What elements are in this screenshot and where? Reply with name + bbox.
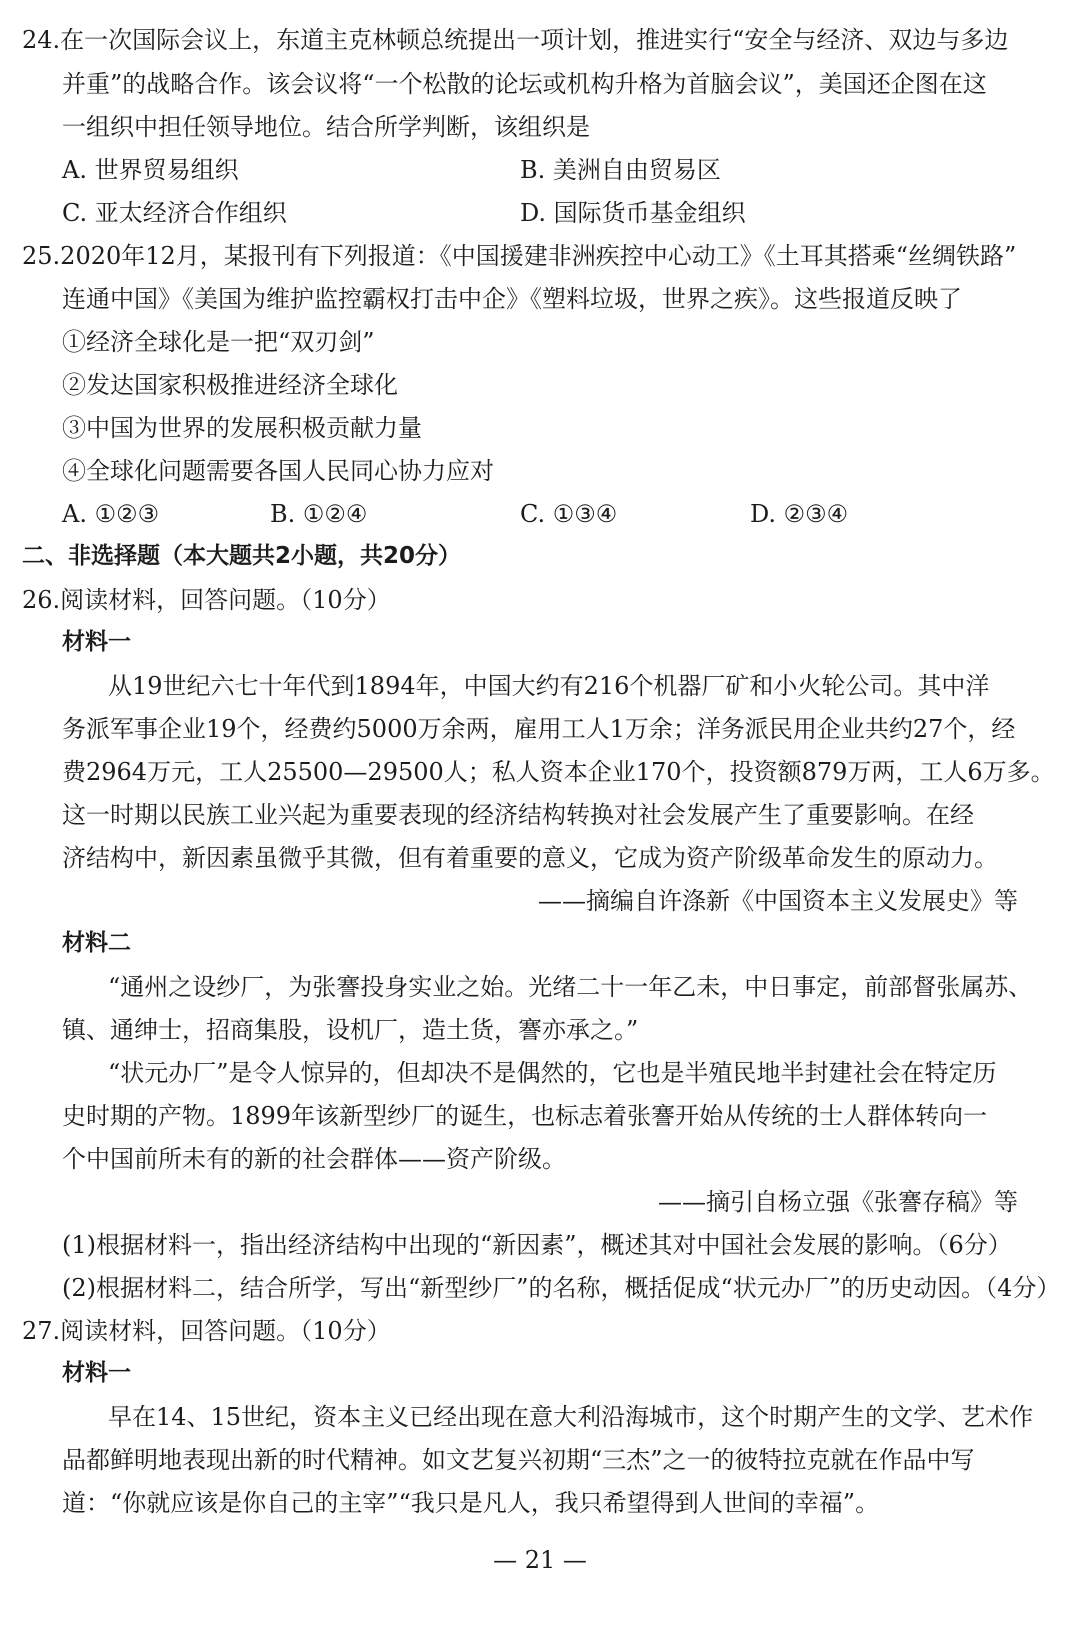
q25-line-1: 25.2020年12月，某报刊有下列报道：《中国援建非洲疾控中心动工》《土耳其搭乘“丝绸铁路”: [22, 242, 1017, 270]
q25-item-3: ③中国为世界的发展积极贡献力量: [62, 414, 422, 442]
q26-title: 26.阅读材料，回答问题。（10分）: [22, 586, 391, 614]
q27-material-1-heading: 材料一: [62, 1360, 131, 1386]
q27-m1-line-1: 早在14、15世纪，资本主义已经出现在意大利沿海城市，这个时期产生的文学、艺术作: [108, 1403, 1034, 1431]
q26-m1-line-2: 务派军事企业19个，经费约5000万余两，雇用工人1万余；洋务派民用企业共约27个，经: [62, 715, 1016, 743]
q26-m2-line-5: 个中国前所未有的新的社会群体——资产阶级。: [62, 1145, 566, 1173]
q24-option-b: B. 美洲自由贸易区: [520, 156, 721, 184]
q26-m1-line-4: 这一时期以民族工业兴起为重要表现的经济结构转换对社会发展产生了重要影响。在经: [62, 801, 974, 829]
q25-option-d: D. ②③④: [750, 500, 849, 528]
q25-option-a: A. ①②③: [62, 500, 160, 528]
q26-m2-line-1: “通州之设纱厂，为张謇投身实业之始。光绪二十一年乙未，中日事定，前部督张属苏、: [108, 973, 1033, 1001]
q26-m2-line-2: 镇、通绅士，招商集股，设机厂，造土货，謇亦承之。”: [62, 1016, 639, 1044]
q26-m1-line-1: 从19世纪六七十年代到1894年，中国大约有216个机器厂矿和小火轮公司。其中洋: [108, 672, 990, 700]
q26-m2-source: ——摘引自杨立强《张謇存稿》等: [658, 1188, 1018, 1216]
q24-option-a: A. 世界贸易组织: [62, 156, 239, 184]
q26-m1-line-3: 费2964万元，工人25500—29500人；私人资本企业170个，投资额879万两，工人6万多。: [62, 758, 1055, 786]
q25-item-4: ④全球化问题需要各国人民同心协力应对: [62, 457, 494, 485]
q26-m2-line-4: 史时期的产物。1899年该新型纱厂的诞生，也标志着张謇开始从传统的士人群体转向一: [62, 1102, 988, 1130]
q26-material-1-heading: 材料一: [62, 629, 131, 655]
q26-question-1: (1)根据材料一，指出经济结构中出现的“新因素”，概述其对中国社会发展的影响。（6分）: [62, 1231, 1012, 1259]
q26-m1-line-5: 济结构中，新因素虽微乎其微，但有着重要的意义，它成为资产阶级革命发生的原动力。: [62, 844, 998, 872]
q26-m1-source: ——摘编自许涤新《中国资本主义发展史》等: [538, 887, 1018, 915]
q27-m1-line-3: 道：“你就应该是你自己的主宰”“我只是凡人，我只希望得到人世间的幸福”。: [62, 1489, 880, 1517]
q25-option-c: C. ①③④: [520, 500, 618, 528]
q25-option-b: B. ①②④: [270, 500, 368, 528]
q24-line-3: 一组织中担任领导地位。结合所学判断，该组织是: [62, 113, 590, 141]
q26-material-2-heading: 材料二: [62, 930, 131, 956]
q24-line-2: 并重”的战略合作。该会议将“一个松散的论坛或机构升格为首脑会议”，美国还企图在这: [62, 70, 987, 98]
page-number: — 21 —: [493, 1546, 587, 1574]
q27-title: 27.阅读材料，回答问题。（10分）: [22, 1317, 391, 1345]
q25-line-2: 连通中国》《美国为维护监控霸权打击中企》《塑料垃圾，世界之疾》。这些报道反映了: [62, 285, 962, 313]
q25-item-1: ①经济全球化是一把“双刃剑”: [62, 328, 375, 356]
q24-option-c: C. 亚太经济合作组织: [62, 199, 287, 227]
q24-line-1: 24.在一次国际会议上，东道主克林顿总统提出一项计划，推进实行“安全与经济、双边与多边: [22, 26, 1009, 54]
q25-item-2: ②发达国家积极推进经济全球化: [62, 371, 398, 399]
q26-m2-line-3: “状元办厂”是令人惊异的，但却决不是偶然的，它也是半殖民地半封建社会在特定历: [108, 1059, 997, 1087]
q27-m1-line-2: 品都鲜明地表现出新的时代精神。如文艺复兴初期“三杰”之一的彼特拉克就在作品中写: [62, 1446, 975, 1474]
section-heading: 二、非选择题（本大题共2小题，共20分）: [22, 543, 462, 569]
q24-option-d: D. 国际货币基金组织: [520, 199, 746, 227]
q26-question-2: (2)根据材料二，结合所学，写出“新型纱厂”的名称，概括促成“状元办厂”的历史动因。（4分）: [62, 1274, 1061, 1302]
